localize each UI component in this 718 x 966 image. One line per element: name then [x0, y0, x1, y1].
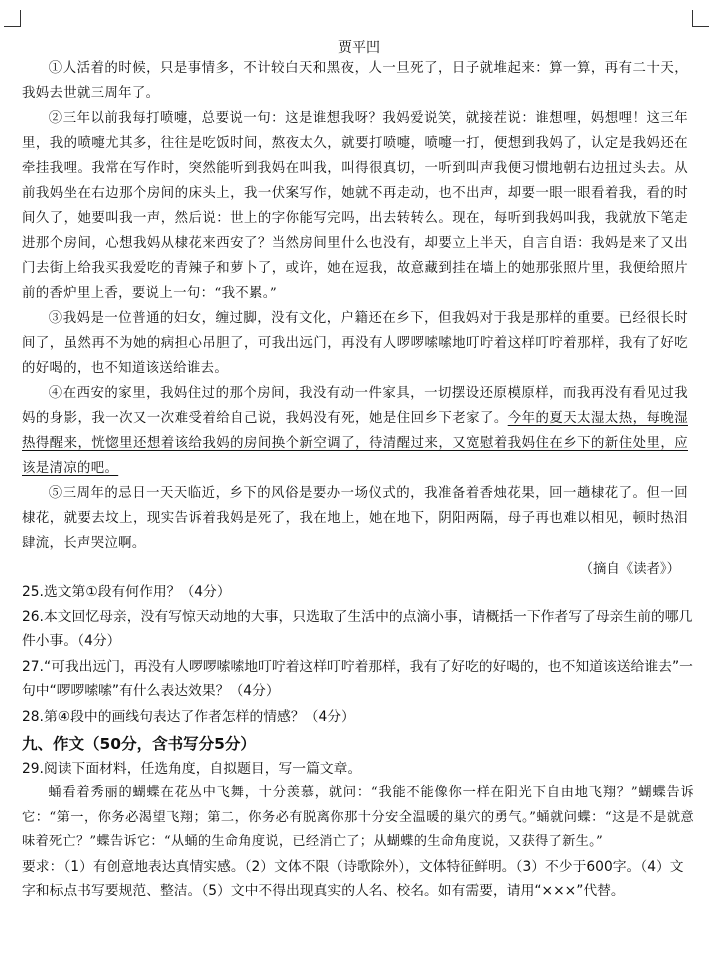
essay-paragraph-5: ⑤三周年的忌日一天天临近，乡下的风俗是要办一场仪式的，我准备着香烛花果，回一趟棣花了。但一回棣花，就要去坟上，现实告诉着我妈是死了，我在地上，她在地下，阴阳两隔，母子再也难以相见，顿时热泪肆流，长声哭泣啊。 [22, 486, 688, 551]
question-25: 25.选文第①段有何作用？（4分） [22, 584, 231, 600]
question-27: 27.“可我出远门，再没有人啰啰嗦嗦地叮咛着这样叮咛着那样，我有了好吃的好喝的，也不知道该送给谁去”一句中“啰啰嗦嗦”有什么表达效果？（4分） [22, 659, 693, 699]
writing-requirements: 要求：（1）有创意地表达真情实感。（2）文体不限（诗歌除外），文体特征鲜明。（3）不少于600字。（4）文字和标点书写要规范、整洁。（5）文中不得出现真实的人名、校名。如有需要，请用“×××”代替。 [22, 859, 684, 899]
essay-author: 贾平凹 [338, 40, 380, 56]
essay-source: （摘自《读者》） [579, 562, 680, 577]
essay-paragraph-4-text: ④在西安的家里，我妈住过的那个房间，我没有动一件家具，一切摆设还原模原样，而我再没有看见过我妈的身影，我一次又一次难受着给自己说，我妈没有死，她是住回乡下老家了。 [22, 386, 688, 426]
essay-paragraph-1: ①人活着的时候，只是事情多，不计较白天和黑夜，人一旦死了，日子就堆起来：算一算，再有二十天，我妈去世就三周年了。 [22, 61, 688, 101]
essay-paragraph-4 [22, 381, 688, 481]
section-title: 九、作文（50分，含书写分5分） [22, 735, 256, 753]
material-paragraph: 蛹看着秀丽的蝴蝶在花丛中飞舞，十分羡慕，就问：“我能不能像你一样在阳光下自由地飞翔？”蝴蝶告诉它：“第一，你务必渴望飞翔；第二，你务必有脱离你那十分安全温暖的巢穴的勇气。”蛹就问蝶：“这是不是就意味着死亡？”蝶告诉它：“从蛹的生命角度说，已经消亡了；从蝴蝶的生命角度说，又获得了新生。” [22, 785, 694, 849]
writing-material [22, 781, 694, 855]
essay-paragraph-2: ②三年以前我每打喷嚏，总要说一句：这是谁想我呀？我妈爱说笑，就接茬说：谁想哩，妈想哩！这三年里，我的喷嚏尤其多，往往是吃饭时间，熬夜太久，就要打喷嚏，喷嚏一打，便想到我妈了，认定是我妈还在牵挂我哩。我常在写作时，突然能听到我妈在叫我，叫得很真切，一听到叫声我便习惯地朝右边扭过头去。从前我妈坐在右边那个房间的床头上，我一伏案写作，她就不再走动，也不出声，却要一眼一眼看着我，看的时间久了，她要叫我一声，然后说：世上的字你能写完吗，出去转转么。现在，每听到我妈叫我，我就放下笔走进那个房间，心想我妈从棣花来西安了？当然房间里什么也没有，却要立上半天，自言自语：我妈是来了又出门去街上给我买我爱吃的青辣子和萝卜了，或许，她在逗我，故意藏到挂在墙上的她那张照片里，我便给照片前的香炉里上香，要说上一句：“我不累。” [22, 111, 688, 301]
underlined-sentence: 今年的夏天太湿太热，每晚湿热得醒来，恍惚里还想着该给我妈的房间换个新空调了，待清醒过来，又宽慰着我妈住在乡下的新住处里，应该是清凉的吧。 [22, 411, 688, 476]
essay-body [22, 56, 688, 556]
question-29: 29.阅读下面材料，任选角度，自拟题目，写一篇文章。 [22, 761, 362, 777]
crop-mark-top-right [692, 10, 709, 27]
essay-paragraph-3: ③我妈是一位普通的妇女，缠过脚，没有文化，户籍还在乡下，但我妈对于我是那样的重要。已经很长时间了，虽然再不为她的病担心吊胆了，可我出远门，再没有人啰啰嗦嗦地叮咛着这样叮咛着那样，我有了好吃的好喝的，也不知道该送给谁去。 [22, 311, 688, 376]
question-28: 28.第④段中的画线句表达了作者怎样的情感？（4分） [22, 709, 355, 725]
crop-mark-top-left [4, 10, 21, 27]
question-26: 26.本文回忆母亲，没有写惊天动地的大事，只选取了生活中的点滴小事，请概括一下作者写了母亲生前的哪几件小事。（4分） [22, 609, 693, 649]
